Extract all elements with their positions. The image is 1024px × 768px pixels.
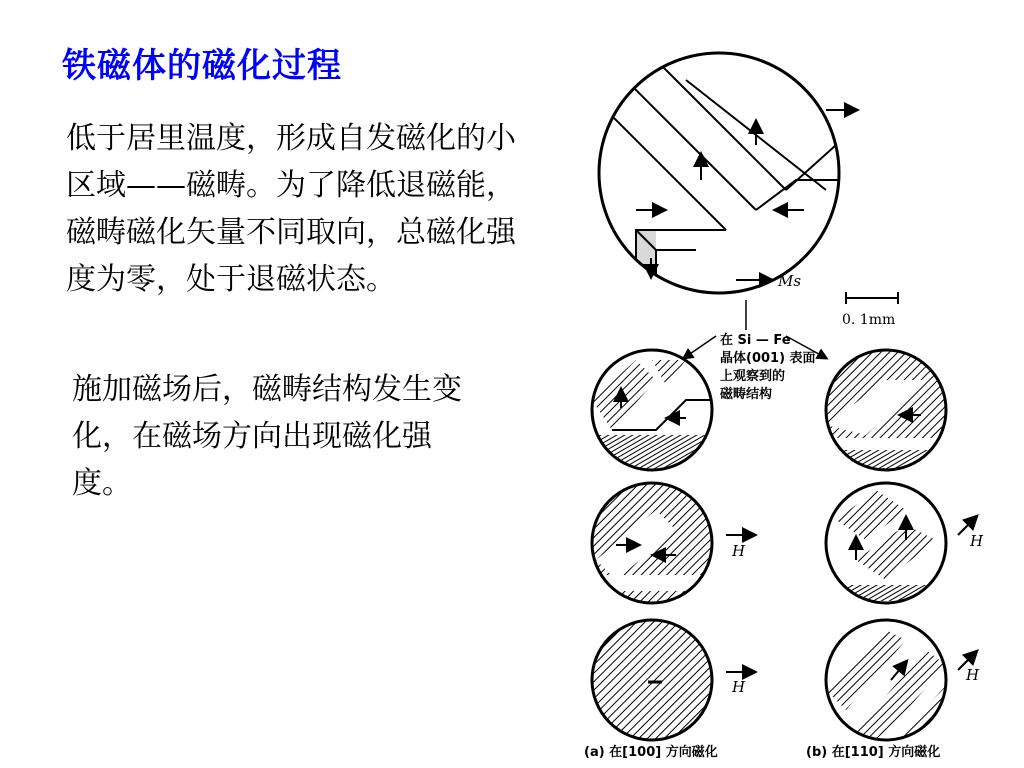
caption-b: (b) 在[110] 方向磁化 — [806, 745, 941, 760]
domain-circle-a3 — [592, 620, 712, 740]
scale-bar — [846, 292, 898, 304]
scale-label: 0. 1mm — [842, 312, 896, 328]
domain-circle-b3 — [820, 620, 960, 750]
callout-text — [720, 332, 816, 404]
ms-label: Ms — [778, 272, 802, 290]
domain-circle-b2 — [820, 480, 960, 610]
slide-title: 铁磁体的磁化过程 — [62, 46, 342, 86]
magnified-domain-circle — [599, 53, 886, 293]
paragraph-applied-field: 施加磁场后，磁畴结构发生变化，在磁场方向出现磁化强度。 — [72, 372, 462, 501]
paragraph-domains: 低于居里温度，形成自发磁化的小区域——磁畴。为了降低退磁能，磁畴磁化矢量不同取向，总磁化强度为零，处于退磁状态。 — [66, 121, 516, 297]
domain-diagram — [556, 40, 1016, 768]
domain-circle-a1 — [586, 340, 726, 480]
h-label-b2: H — [970, 532, 984, 550]
h-label-b3: H — [966, 666, 980, 684]
callout-line: 磁畴结构 — [720, 387, 773, 402]
callout-line: 上观察到的 — [720, 369, 786, 384]
domain-figure — [556, 40, 1016, 768]
domain-circle-b1 — [820, 340, 960, 480]
callout-line: 在 Si — Fe — [720, 333, 791, 348]
h-label-a2: H — [732, 542, 746, 560]
domain-circle-a2 — [586, 480, 726, 610]
caption-a: (a) 在[100] 方向磁化 — [584, 745, 718, 760]
h-label-a3: H — [732, 678, 746, 696]
callout-line: 晶体(001) 表面 — [720, 351, 816, 366]
